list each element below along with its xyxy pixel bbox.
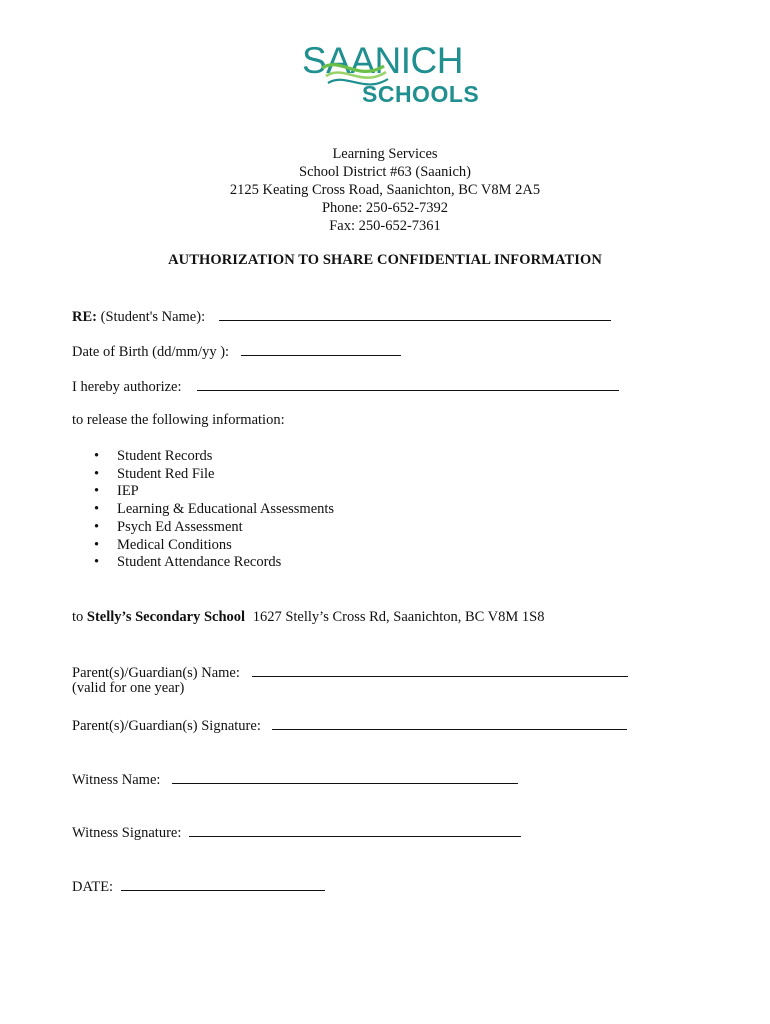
guardian-name-field[interactable]: [252, 662, 628, 677]
guardian-name-label: Parent(s)/Guardian(s) Name:: [72, 665, 240, 681]
validity-note: (valid for one year): [72, 680, 185, 696]
information-list: [94, 448, 334, 572]
release-text: to release the following information:: [72, 412, 285, 428]
re-label: RE:: [72, 309, 97, 325]
guardian-signature-label: Parent(s)/Guardian(s) Signature:: [72, 718, 261, 734]
district-name: School District #63 (Saanich): [299, 164, 471, 180]
form-title: AUTHORIZATION TO SHARE CONFIDENTIAL INFORMATION: [168, 252, 602, 268]
phone-number: Phone: 250-652-7392: [321, 200, 449, 216]
authorized-party-field[interactable]: [197, 376, 619, 391]
recipient-address: 1627 Stelly’s Cross Rd, Saanichton, BC V8M 1S8: [252, 609, 545, 625]
dob-row: [72, 341, 401, 361]
dob-field[interactable]: [241, 341, 401, 356]
authorize-row: [72, 376, 619, 396]
witness-name-label: Witness Name:: [72, 772, 161, 788]
guardian-signature-field[interactable]: [272, 715, 627, 730]
street-address: 2125 Keating Cross Road, Saanichton, BC V8M 2A5: [229, 182, 541, 198]
logo-word-saanich: SAANICH: [302, 40, 463, 81]
saanich-schools-logo: [300, 38, 480, 108]
department-name: Learning Services: [332, 146, 438, 162]
student-name-row: [72, 306, 611, 326]
witness-name-field[interactable]: [172, 769, 518, 784]
witness-name-row: [72, 769, 518, 789]
letterhead-address: [0, 145, 770, 235]
student-name-field[interactable]: [219, 306, 611, 321]
fax-number: Fax: 250-652-7361: [329, 218, 441, 234]
list-item: • Student Attendance Records: [94, 554, 334, 572]
logo-word-schools: SCHOOLS: [362, 81, 480, 107]
guardian-signature-row: [72, 715, 627, 735]
list-item: • Psych Ed Assessment: [94, 519, 334, 537]
date-row: [72, 876, 325, 896]
list-item: • Medical Conditions: [94, 537, 334, 555]
dob-label: Date of Birth (dd/mm/yy ):: [72, 344, 230, 360]
witness-signature-row: [72, 822, 521, 842]
recipient-row: [72, 609, 544, 626]
list-item: • Learning & Educational Assessments: [94, 501, 334, 519]
witness-signature-field[interactable]: [189, 822, 521, 837]
recipient-prefix: to: [72, 609, 84, 625]
list-item: • IEP: [94, 483, 334, 501]
authorize-label: I hereby authorize:: [72, 379, 182, 395]
date-label: DATE:: [72, 879, 114, 895]
list-item: • Student Red File: [94, 466, 334, 484]
date-field[interactable]: [121, 876, 325, 891]
guardian-name-row: [72, 662, 628, 682]
witness-signature-label: Witness Signature:: [72, 825, 182, 841]
recipient-school: Stelly’s Secondary School: [86, 609, 246, 625]
student-name-label: (Student's Name):: [100, 309, 206, 325]
list-item: • Student Records: [94, 448, 334, 466]
